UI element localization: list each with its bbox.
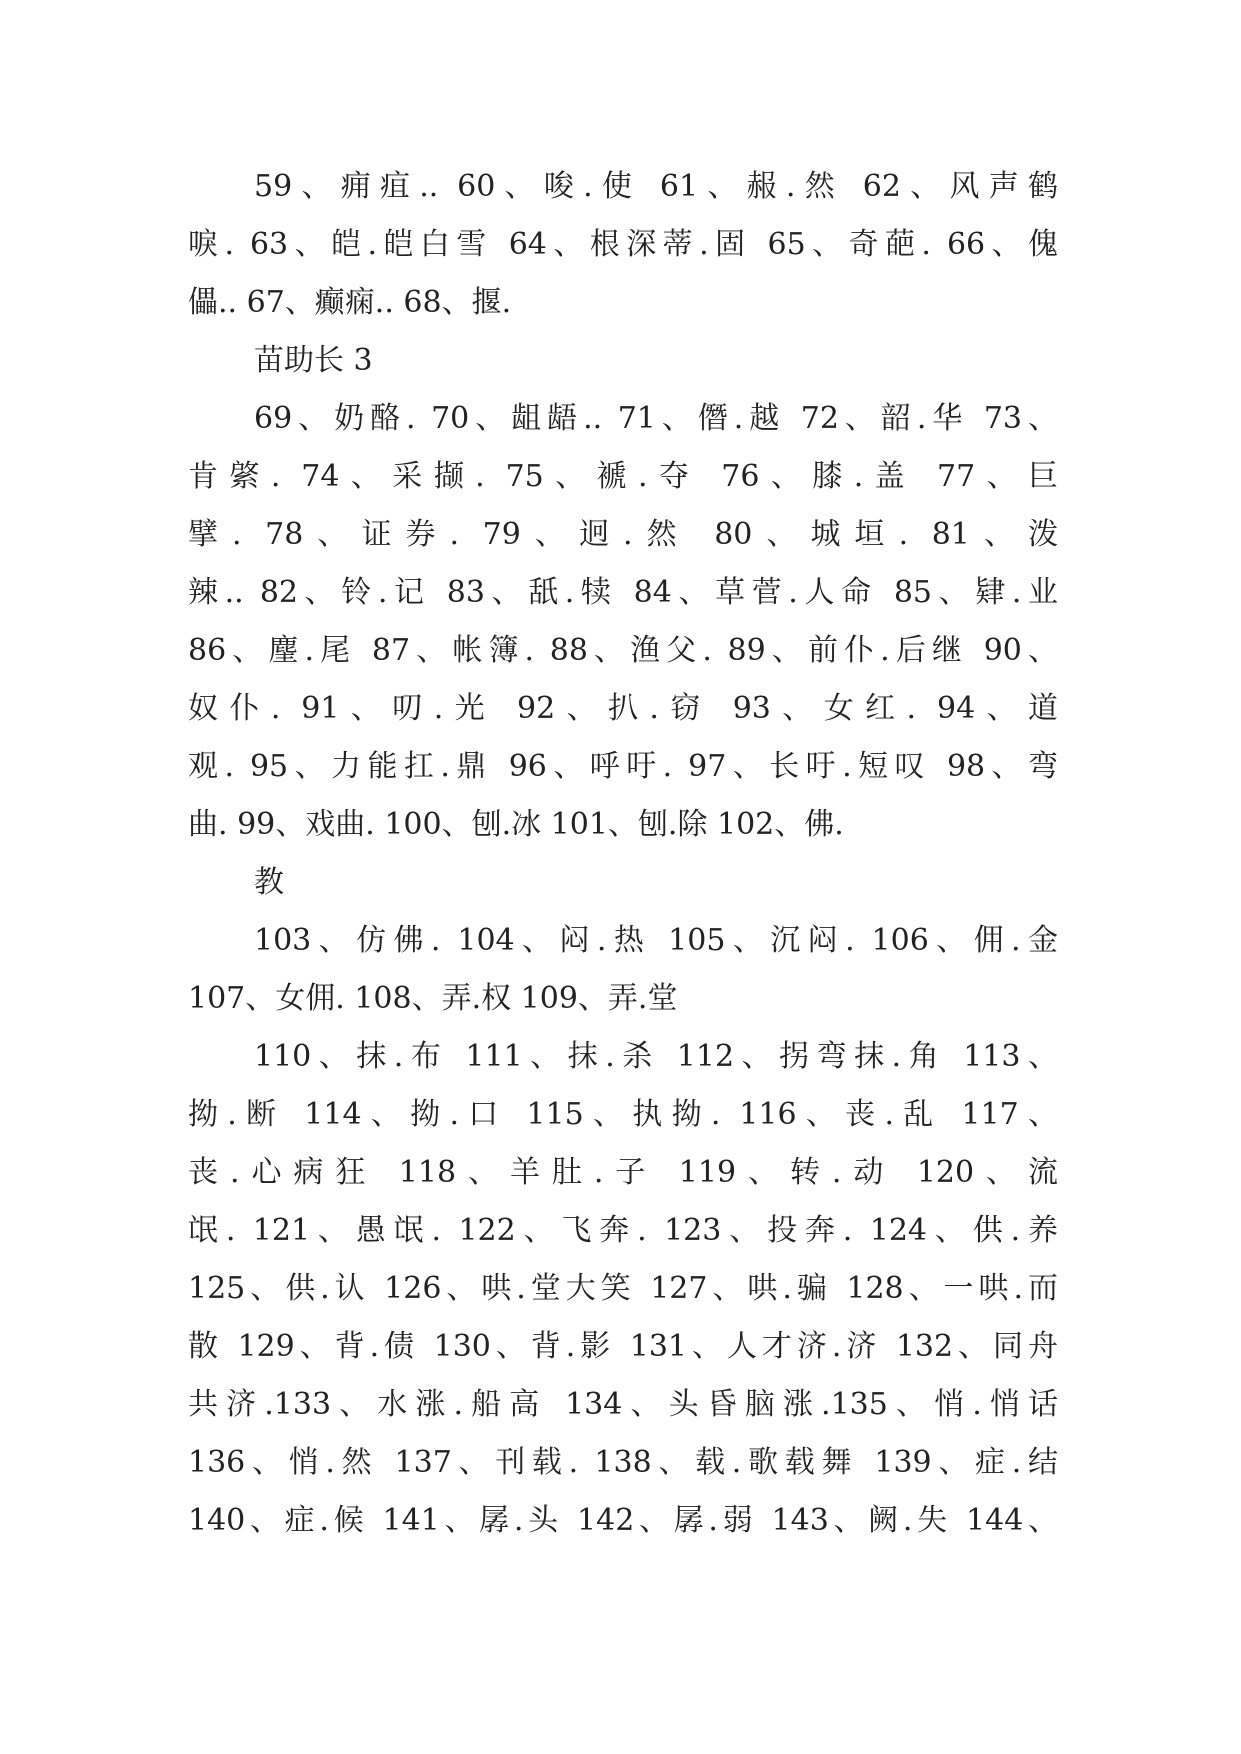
text-line: 86、麈.尾 87、帐簿. 88、渔父. 89、前仆.后继 90、 — [188, 633, 1058, 668]
text-line: 氓. 121、愚氓. 122、飞奔. 123、投奔. 124、供.养 — [188, 1213, 1058, 1248]
text-line: 奴仆. 91、叨.光 92、扒.窃 93、女红. 94、道 — [188, 691, 1058, 726]
text-line: 辣.. 82、铃.记 83、舐.犊 84、草菅.人命 85、肄.业 — [188, 575, 1058, 610]
text-line: 69、奶酪. 70、龃龉.. 71、僭.越 72、韶.华 73、 — [254, 401, 1058, 436]
text-line: 拗.断 114、拗.口 115、执拗. 116、丧.乱 117、 — [188, 1097, 1058, 1132]
text-line: 59、痈疽.. 60、唆.使 61、赧.然 62、风声鹤 — [254, 169, 1058, 204]
text-line: 观. 95、力能扛.鼎 96、呼吁. 97、长吁.短叹 98、弯 — [188, 749, 1058, 784]
text-line: 儡.. 67、癫痫.. 68、揠. — [188, 285, 512, 320]
document-body — [188, 158, 1058, 1550]
text-line: 教 — [254, 865, 284, 900]
text-line: 136、悄.然 137、刊载. 138、载.歌载舞 139、症.结 — [188, 1445, 1058, 1480]
text-line: 103、仿佛. 104、闷.热 105、沉闷. 106、佣.金 — [254, 923, 1058, 958]
text-line: 丧.心病狂 118、羊肚.子 119、转.动 120、流 — [188, 1155, 1058, 1190]
text-line: 曲. 99、戏曲. 100、刨.冰 101、刨.除 102、佛. — [188, 807, 844, 842]
text-line: 唳. 63、皑.皑白雪 64、根深蒂.固 65、奇葩. 66、傀 — [188, 227, 1058, 262]
text-line: 110、抹.布 111、抹.杀 112、拐弯抹.角 113、 — [254, 1039, 1058, 1074]
text-line: 擘. 78、证券. 79、迥.然 80、城垣. 81、泼 — [188, 517, 1058, 552]
text-line: 散 129、背.债 130、背.影 131、人才济.济 132、同舟 — [188, 1329, 1058, 1364]
text-line: 125、供.认 126、哄.堂大笑 127、哄.骗 128、一哄.而 — [188, 1271, 1058, 1306]
text-line: 肯綮. 74、采撷. 75、褫.夺 76、膝.盖 77、巨 — [188, 459, 1058, 494]
text-line: 107、女佣. 108、弄.权 109、弄.堂 — [188, 981, 678, 1016]
text-line: 苗助长 3 — [254, 343, 373, 378]
text-line: 共济.133、水涨.船高 134、头昏脑涨.135、悄.悄话 — [188, 1387, 1058, 1422]
text-line: 140、症.候 141、孱.头 142、孱.弱 143、阙.失 144、 — [188, 1503, 1058, 1538]
